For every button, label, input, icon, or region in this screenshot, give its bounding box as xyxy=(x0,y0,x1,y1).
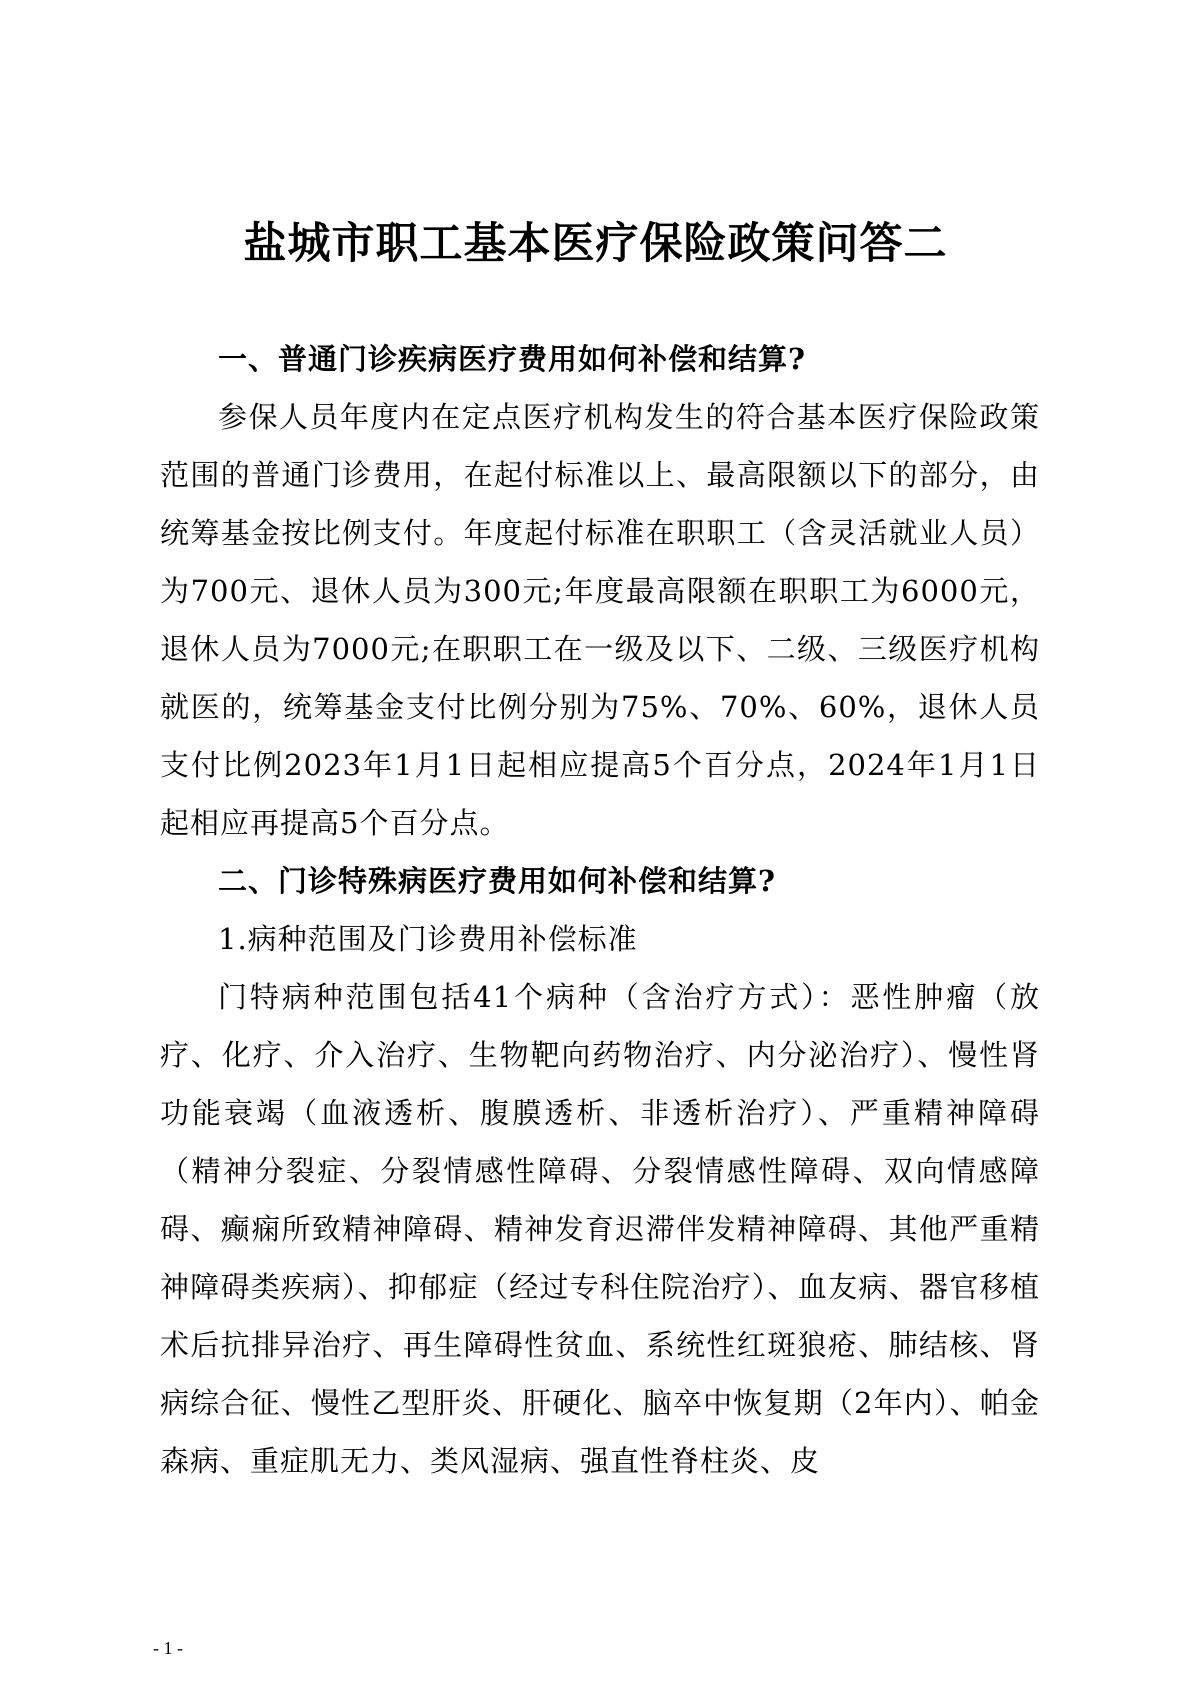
document-body xyxy=(160,330,1040,1490)
document-title: 盐城市职工基本医疗保险政策问答二 xyxy=(243,219,948,269)
section-2-subheading: 1.病种范围及门诊费用补偿标准 xyxy=(218,922,638,956)
section-2-paragraph: 门特病种范围包括41个病种（含治疗方式）：恶性肿瘤（放疗、化疗、介入治疗、生物靶向药物治疗、内分泌治疗）、慢性肾功能衰竭（血液透析、腹膜透析、非透析治疗）、严重精神障碍（精神分裂症、分裂情感性障碍、分裂情感性障碍、双向情感障碍、癫痫所致精神障碍、精神发育迟滞伴发精神障碍、其他严重精神障碍类疾病）、抑郁症（经过专科住院治疗）、血友病、器官移植术后抗排异治疗、再生障碍性贫血、系统性红斑狼疮、肺结核、肾病综合征、慢性乙型肝炎、肝硬化、脑卒中恢复期（2年内）、帕金森病、重症肌无力、类风湿病、强直性脊柱炎、皮 xyxy=(160,980,1040,1478)
section-heading-1: 一、普通门诊疾病医疗费用如何补偿和结算? xyxy=(218,342,806,376)
section-heading-2: 二、门诊特殊病医疗费用如何补偿和结算? xyxy=(218,864,776,898)
section-1-paragraph: 参保人员年度内在定点医疗机构发生的符合基本医疗保险政策范围的普通门诊费用，在起付标准以上、最高限额以下的部分，由统筹基金按比例支付。年度起付标准在职职工（含灵活就业人员）为700元、退休人员为300元;年度最高限额在职职工为6000元，退休人员为7000元;在职职工在一级及以下、二级、三级医疗机构就医的，统筹基金支付比例分别为75%、70%、60%，退休人员支付比例2023年1月1日起相应提高5个百分点，2024年1月1日起相应再提高5个百分点。 xyxy=(160,400,1040,840)
page-number: - 1 - xyxy=(153,1638,183,1658)
